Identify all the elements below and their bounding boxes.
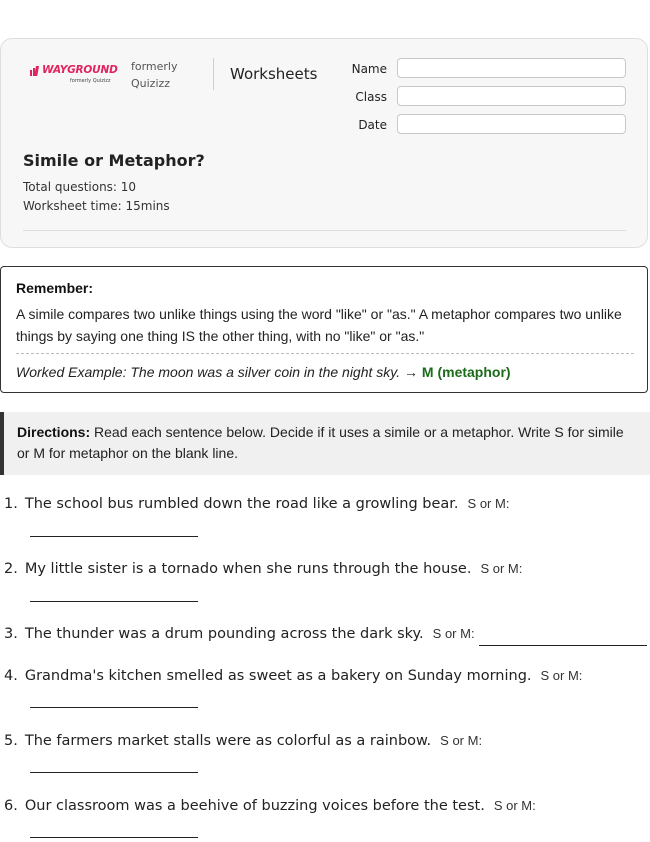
date-label: Date: [358, 118, 387, 132]
answer-prompt: S or M:: [480, 561, 523, 576]
header-divider: [213, 58, 214, 90]
answer-line-2[interactable]: [30, 601, 198, 602]
answer-prompt: S or M:: [540, 668, 583, 683]
question-number: 6.: [4, 798, 18, 814]
worksheet-time: Worksheet time: 15mins: [23, 199, 170, 213]
formerly-note: [131, 58, 178, 92]
class-label: Class: [355, 90, 387, 104]
question-4: [4, 668, 582, 684]
answer-prompt: S or M:: [432, 626, 475, 641]
directions-text: Read each sentence below. Decide if it uses a simile or a metaphor. Write S for simile or M for metaphor on the blank line.: [17, 424, 624, 461]
remember-title: Remember:: [16, 280, 94, 296]
directions-box: [0, 412, 650, 475]
question-text: My little sister is a tornado when she runs through the house.: [24, 561, 472, 577]
answer-line-4[interactable]: [30, 707, 198, 708]
worked-example-text: Worked Example: The moon was a silver coin in the night sky. →: [16, 364, 422, 380]
dashed-divider: [16, 353, 634, 354]
worked-example-answer: M (metaphor): [421, 364, 511, 380]
class-field[interactable]: [397, 86, 626, 106]
question-1: [4, 496, 509, 512]
logo-bars-icon: [30, 66, 42, 76]
formerly-line1: formerly: [131, 60, 178, 73]
question-2: [4, 561, 522, 577]
question-number: 1.: [4, 496, 18, 512]
answer-prompt: S or M:: [440, 733, 483, 748]
logo-subtext: formerly Quizizz: [70, 78, 111, 84]
question-number: 3.: [4, 626, 18, 642]
answer-line-6[interactable]: [30, 837, 198, 838]
formerly-line2: Quizizz: [131, 77, 171, 90]
date-field[interactable]: [397, 114, 626, 134]
question-3: [4, 626, 647, 646]
question-text: The school bus rumbled down the road like a growling bear.: [24, 496, 459, 512]
question-text: Our classroom was a beehive of buzzing voices before the test.: [24, 798, 485, 814]
answer-prompt: S or M:: [467, 496, 510, 511]
question-text: The farmers market stalls were as colorful as a rainbow.: [24, 733, 432, 749]
question-number: 5.: [4, 733, 18, 749]
wayground-logo: [30, 64, 120, 88]
question-text: The thunder was a drum pounding across the dark sky.: [24, 626, 424, 642]
name-label: Name: [351, 62, 387, 76]
logo-wordmark: WAYGROUND: [42, 64, 118, 76]
section-label: Worksheets: [230, 65, 318, 83]
question-5: [4, 733, 482, 749]
answer-line-1[interactable]: [30, 536, 198, 537]
question-text: Grandma's kitchen smelled as sweet as a bakery on Sunday morning.: [24, 668, 532, 684]
name-field[interactable]: [397, 58, 626, 78]
answer-prompt: S or M:: [493, 798, 536, 813]
worked-example: [16, 364, 511, 380]
total-questions: Total questions: 10: [23, 180, 137, 194]
header-rule: [23, 230, 626, 231]
answer-line-3[interactable]: [479, 645, 647, 646]
question-6: [4, 798, 536, 814]
question-number: 4.: [4, 668, 18, 684]
remember-box: [0, 266, 648, 393]
question-number: 2.: [4, 561, 18, 577]
directions-label: Directions:: [17, 424, 91, 440]
answer-line-5[interactable]: [30, 772, 198, 773]
worksheet-title: Simile or Metaphor?: [23, 151, 205, 170]
remember-text: A simile compares two unlike things using the word "like" or "as." A metaphor compares two unlike things by saying one thing IS the other thing, with no "like" or "as.": [16, 306, 622, 344]
